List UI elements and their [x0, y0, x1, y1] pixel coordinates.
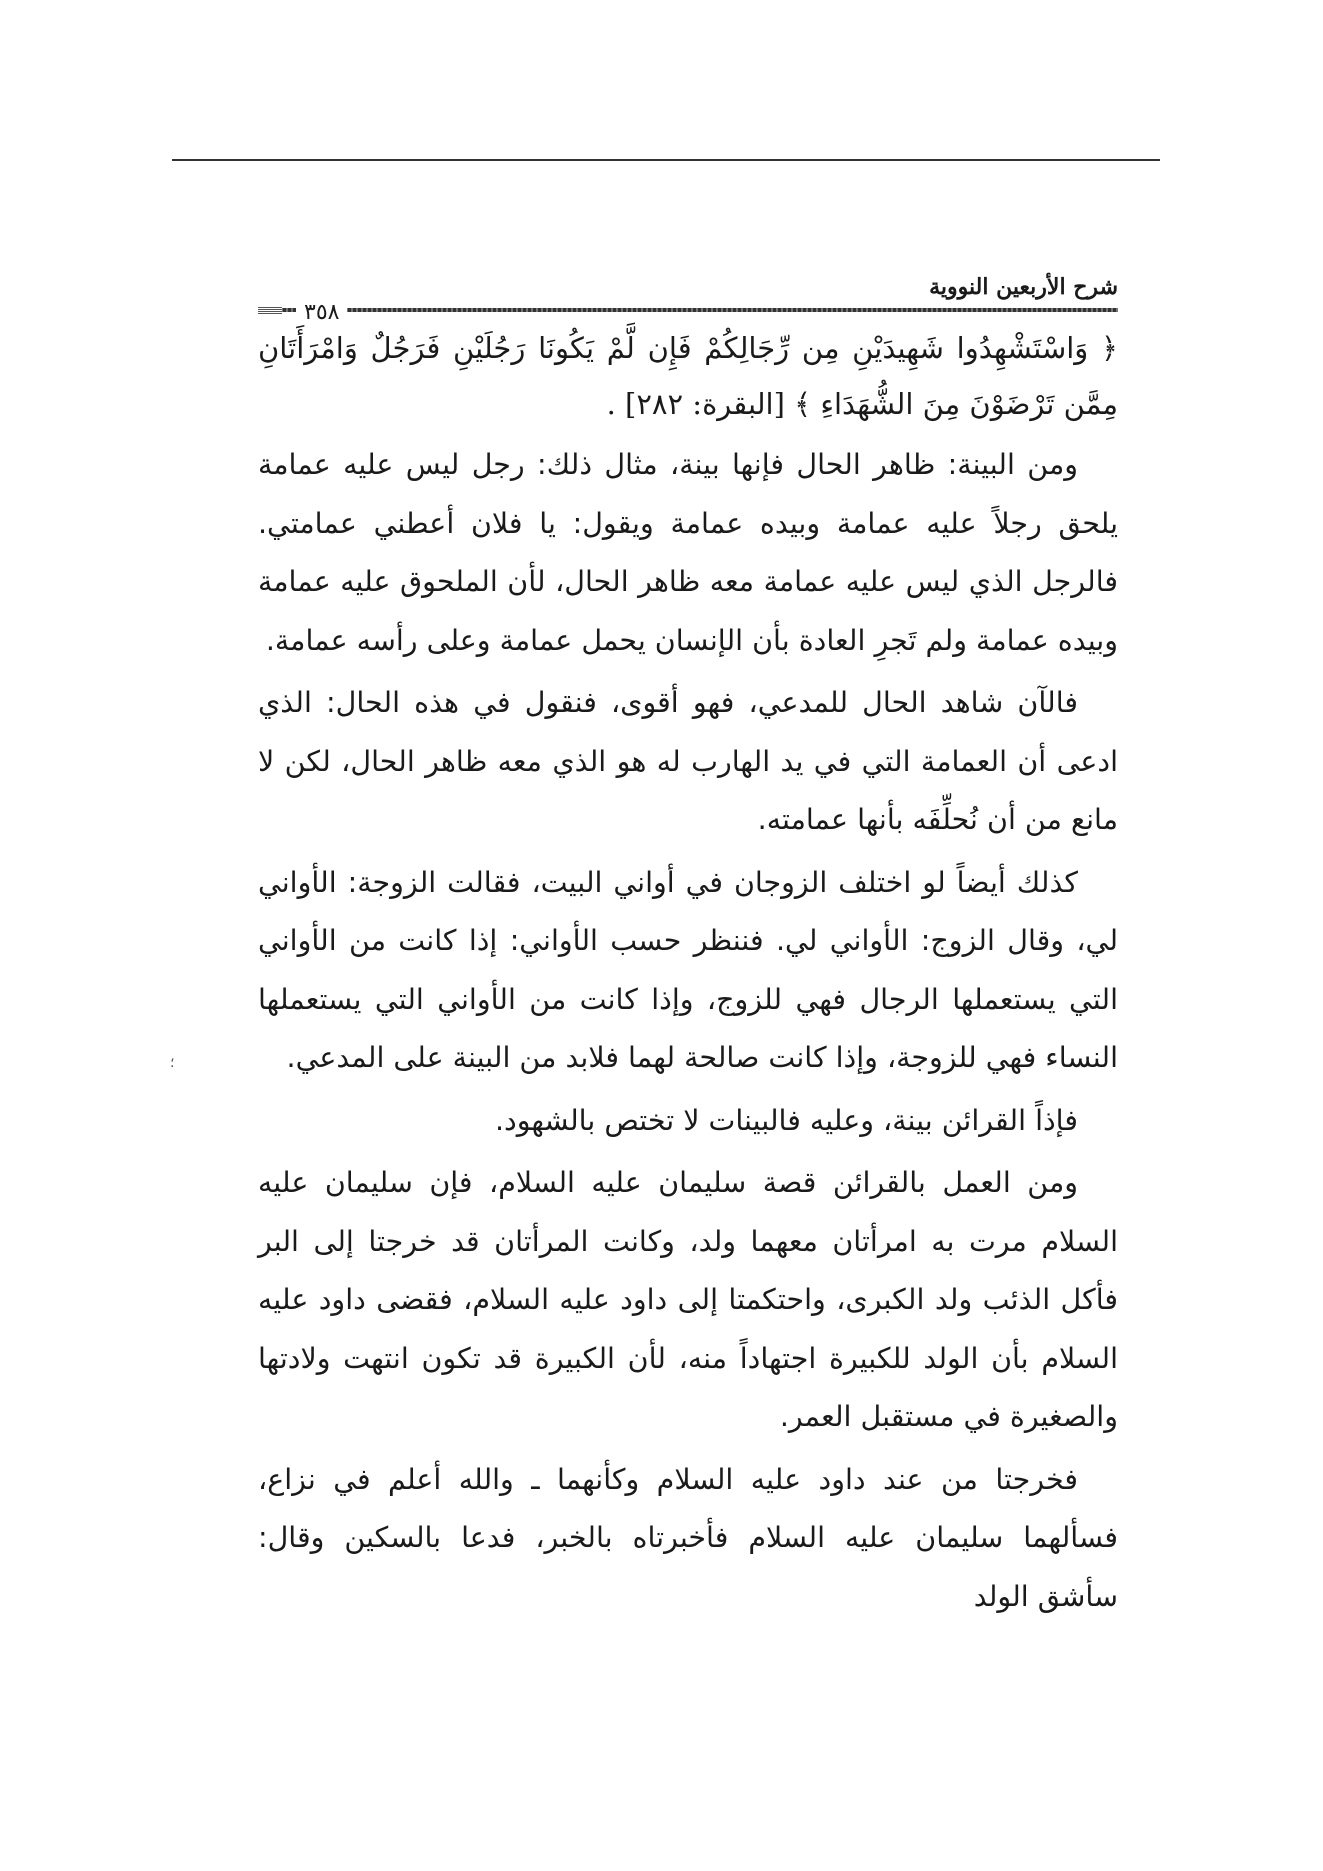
top-rule	[172, 159, 1160, 161]
header-title: شرح الأربعين النووية	[929, 274, 1118, 300]
margin-mark: ؛	[170, 1055, 175, 1071]
header-rule	[258, 308, 1118, 312]
paragraph: فالآن شاهد الحال للمدعي، فهو أقوى، فنقول في هذه الحال: الذي ادعى أن العمامة التي في يد الهارب له هو الذي معه ظاهر الحال، لكن لا مانع من أن نُحلِّفَه بأنها عمامته.	[258, 686, 1118, 836]
paragraph: فإذاً القرائن بينة، وعليه فالبينات لا تختص بالشهود.	[494, 1103, 1078, 1137]
paragraph: فخرجتا من عند داود عليه السلام وكأنهما ـ والله أعلم في نزاع، فسألهما سليمان عليه السلام فأخبرتاه بالخبر، فدعا بالسكين وقال: سأشق الولد	[258, 1462, 1118, 1613]
paragraph: كذلك أيضاً لو اختلف الزوجان في أواني البيت، فقالت الزوجة: الأواني لي، وقال الزوج: الأواني لي. فننظر حسب الأواني: إذا كانت من الأواني التي يستعملها الرجال فهي للزوج، وإذا كانت من الأواني التي يستعملها النساء فهي للزوجة، وإذا كانت صالحة لهما فلابد من البينة على المدعي.	[258, 865, 1118, 1074]
paragraph: ومن البينة: ظاهر الحال فإنها بينة، مثال ذلك: رجل ليس عليه عمامة يلحق رجلاً عليه عمامة وبيده عمامة ويقول: يا فلان أعطني عمامتي. فالرجل الذي ليس عليه عمامة معه ظاهر الحال، لأن الملحوق عليه عمامة وبيده عمامة ولم تَجرِ العادة بأن الإنسان يحمل عمامة وعلى رأسه عمامة.	[258, 448, 1118, 657]
page-number-ornament	[258, 306, 282, 314]
quran-verse: ﴿ وَاسْتَشْهِدُوا شَهِيدَيْنِ مِن رِّجَالِكُمْ فَإِن لَّمْ يَكُونَا رَجُلَيْنِ فَرَجُلٌ وَامْرَأَتَانِ مِمَّن تَرْضَوْنَ مِنَ الشُّهَدَاءِ ﴾ [البقرة: ٢٨٢] .	[258, 331, 1118, 421]
paragraph: ومن العمل بالقرائن قصة سليمان عليه السلام، فإن سليمان عليه السلام مرت به امرأتان معهما ولد، وكانت المرأتان قد خرجتا إلى البر فأكل الذئب ولد الكبرى، واحتكمتا إلى داود عليه السلام، فقضى داود عليه السلام بأن الولد للكبيرة اجتهاداً منه، لأن الكبيرة قد تكون انتهت ولادتها والصغيرة في مستقبل العمر.	[258, 1166, 1118, 1433]
page-number: ٣٥٨	[296, 300, 347, 325]
running-header	[258, 270, 1118, 325]
page-content	[258, 270, 1118, 1626]
